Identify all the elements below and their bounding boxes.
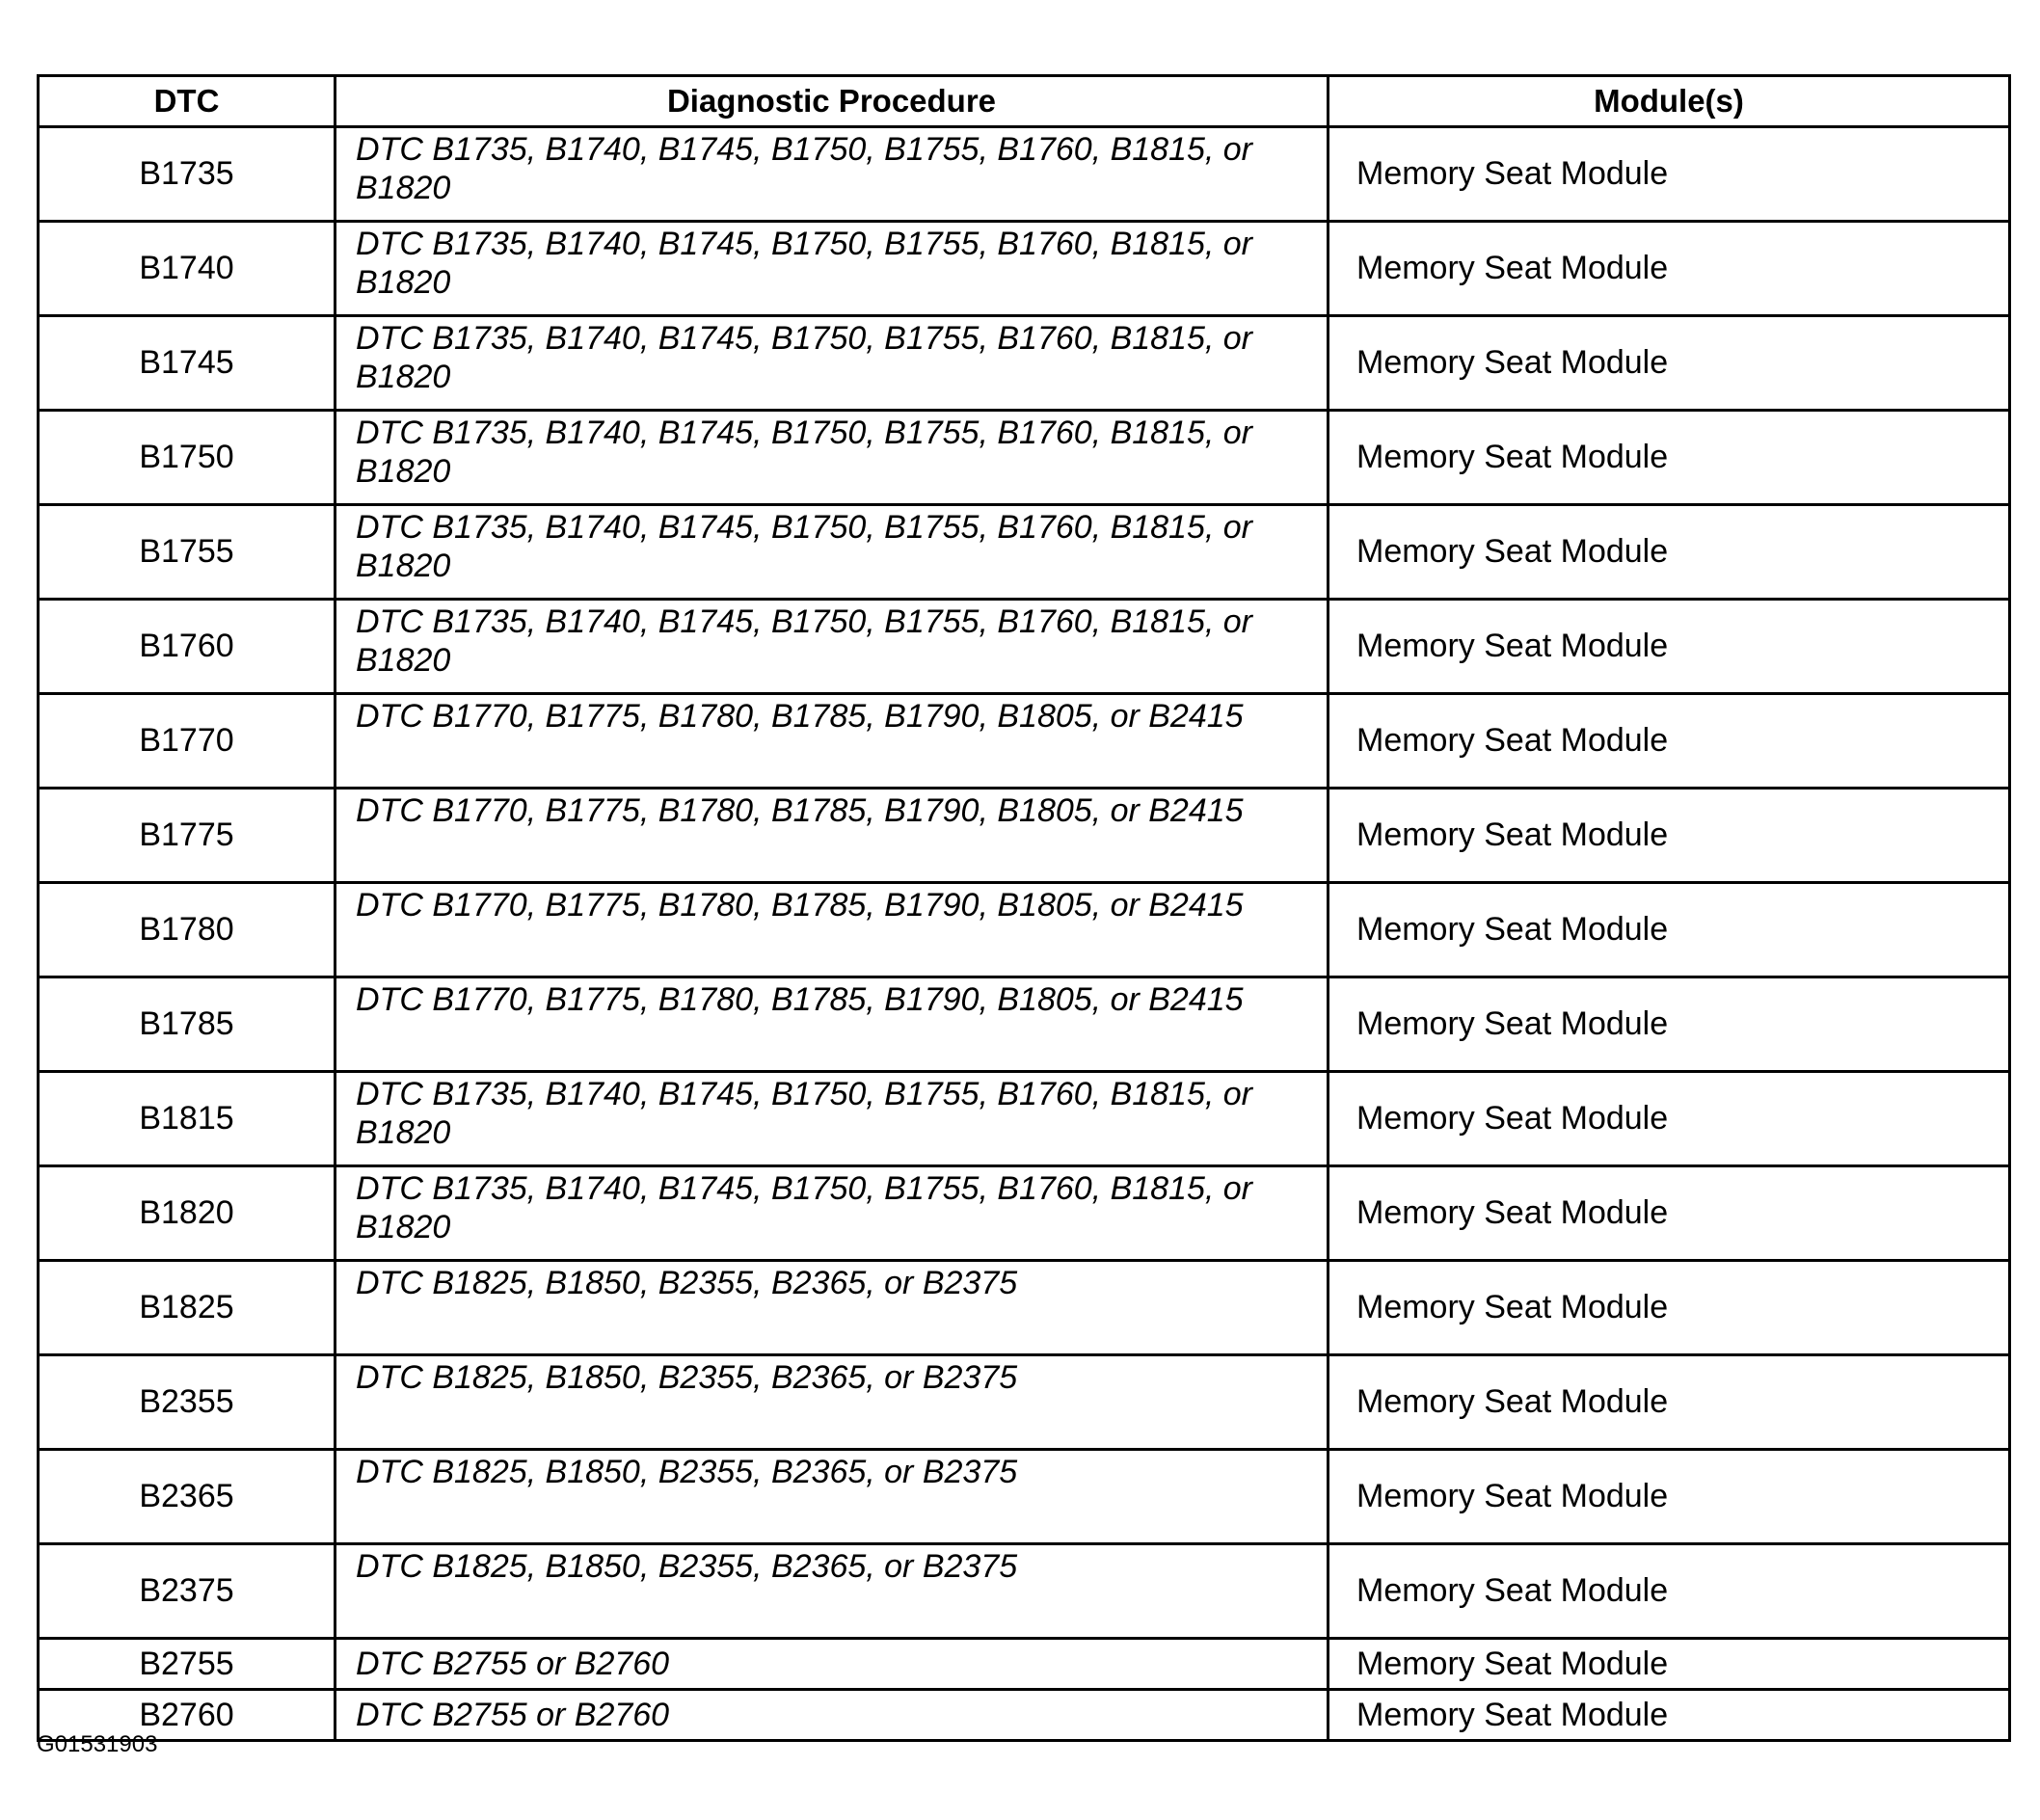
dtc-cell: B1820 [39, 1166, 336, 1261]
table-body [39, 127, 2010, 1741]
dtc-cell: B1775 [39, 789, 336, 883]
procedure-cell: DTC B1825, B1850, B2355, B2365, or B2375 [336, 1450, 1329, 1544]
procedure-cell: DTC B1825, B1850, B2355, B2365, or B2375 [336, 1261, 1329, 1355]
table-row [39, 1544, 2010, 1639]
module-cell: Memory Seat Module [1329, 127, 2010, 222]
procedure-cell: DTC B2755 or B2760 [336, 1690, 1329, 1741]
dtc-cell: B1745 [39, 316, 336, 411]
table-row [39, 222, 2010, 316]
header-diagnostic-procedure: Diagnostic Procedure [336, 76, 1329, 127]
procedure-cell: DTC B1825, B1850, B2355, B2365, or B2375 [336, 1544, 1329, 1639]
module-cell: Memory Seat Module [1329, 883, 2010, 977]
dtc-cell: B1755 [39, 505, 336, 600]
procedure-cell: DTC B1735, B1740, B1745, B1750, B1755, B1760, B1815, or B1820 [336, 505, 1329, 600]
procedure-cell: DTC B1825, B1850, B2355, B2365, or B2375 [336, 1355, 1329, 1450]
procedure-cell: DTC B1770, B1775, B1780, B1785, B1790, B1805, or B2415 [336, 883, 1329, 977]
module-cell: Memory Seat Module [1329, 1072, 2010, 1166]
dtc-cell: B1780 [39, 883, 336, 977]
procedure-cell: DTC B1770, B1775, B1780, B1785, B1790, B1805, or B2415 [336, 694, 1329, 789]
module-cell: Memory Seat Module [1329, 1261, 2010, 1355]
table-row [39, 411, 2010, 505]
procedure-cell: DTC B1735, B1740, B1745, B1750, B1755, B1760, B1815, or B1820 [336, 316, 1329, 411]
header-row [39, 76, 2010, 127]
procedure-cell: DTC B1770, B1775, B1780, B1785, B1790, B1805, or B2415 [336, 789, 1329, 883]
table-row [39, 694, 2010, 789]
table-row [39, 1261, 2010, 1355]
table-row [39, 977, 2010, 1072]
module-cell: Memory Seat Module [1329, 222, 2010, 316]
dtc-cell: B1735 [39, 127, 336, 222]
table-row [39, 127, 2010, 222]
procedure-cell: DTC B1735, B1740, B1745, B1750, B1755, B1760, B1815, or B1820 [336, 127, 1329, 222]
module-cell: Memory Seat Module [1329, 694, 2010, 789]
module-cell: Memory Seat Module [1329, 505, 2010, 600]
table-row [39, 1355, 2010, 1450]
module-cell: Memory Seat Module [1329, 411, 2010, 505]
procedure-cell: DTC B1735, B1740, B1745, B1750, B1755, B1760, B1815, or B1820 [336, 411, 1329, 505]
module-cell: Memory Seat Module [1329, 1355, 2010, 1450]
procedure-cell: DTC B1735, B1740, B1745, B1750, B1755, B1760, B1815, or B1820 [336, 222, 1329, 316]
procedure-cell: DTC B1735, B1740, B1745, B1750, B1755, B1760, B1815, or B1820 [336, 600, 1329, 694]
dtc-cell: B2755 [39, 1639, 336, 1690]
table-row [39, 1450, 2010, 1544]
table-row [39, 789, 2010, 883]
dtc-cell: B1740 [39, 222, 336, 316]
module-cell: Memory Seat Module [1329, 1450, 2010, 1544]
header-modules: Module(s) [1329, 76, 2010, 127]
table-row [39, 1072, 2010, 1166]
dtc-cell: B1825 [39, 1261, 336, 1355]
figure-id: G01531903 [37, 1731, 158, 1757]
table-row [39, 1690, 2010, 1741]
dtc-cell: B1815 [39, 1072, 336, 1166]
table-row [39, 1639, 2010, 1690]
module-cell: Memory Seat Module [1329, 977, 2010, 1072]
table-row [39, 505, 2010, 600]
dtc-cell: B1785 [39, 977, 336, 1072]
module-cell: Memory Seat Module [1329, 1639, 2010, 1690]
table-row [39, 316, 2010, 411]
module-cell: Memory Seat Module [1329, 789, 2010, 883]
module-cell: Memory Seat Module [1329, 1166, 2010, 1261]
dtc-cell: B1760 [39, 600, 336, 694]
dtc-cell: B2365 [39, 1450, 336, 1544]
module-cell: Memory Seat Module [1329, 600, 2010, 694]
dtc-cell: B2760 [39, 1690, 336, 1741]
dtc-cell: B2375 [39, 1544, 336, 1639]
dtc-cell: B1770 [39, 694, 336, 789]
module-cell: Memory Seat Module [1329, 316, 2010, 411]
dtc-cell: B1750 [39, 411, 336, 505]
dtc-cell: B2355 [39, 1355, 336, 1450]
table-row [39, 600, 2010, 694]
procedure-cell: DTC B1735, B1740, B1745, B1750, B1755, B1760, B1815, or B1820 [336, 1072, 1329, 1166]
procedure-cell: DTC B1770, B1775, B1780, B1785, B1790, B1805, or B2415 [336, 977, 1329, 1072]
dtc-table [37, 74, 2011, 1742]
procedure-cell: DTC B2755 or B2760 [336, 1639, 1329, 1690]
table-row [39, 883, 2010, 977]
table-row [39, 1166, 2010, 1261]
procedure-cell: DTC B1735, B1740, B1745, B1750, B1755, B1760, B1815, or B1820 [336, 1166, 1329, 1261]
header-dtc: DTC [39, 76, 336, 127]
module-cell: Memory Seat Module [1329, 1690, 2010, 1741]
module-cell: Memory Seat Module [1329, 1544, 2010, 1639]
